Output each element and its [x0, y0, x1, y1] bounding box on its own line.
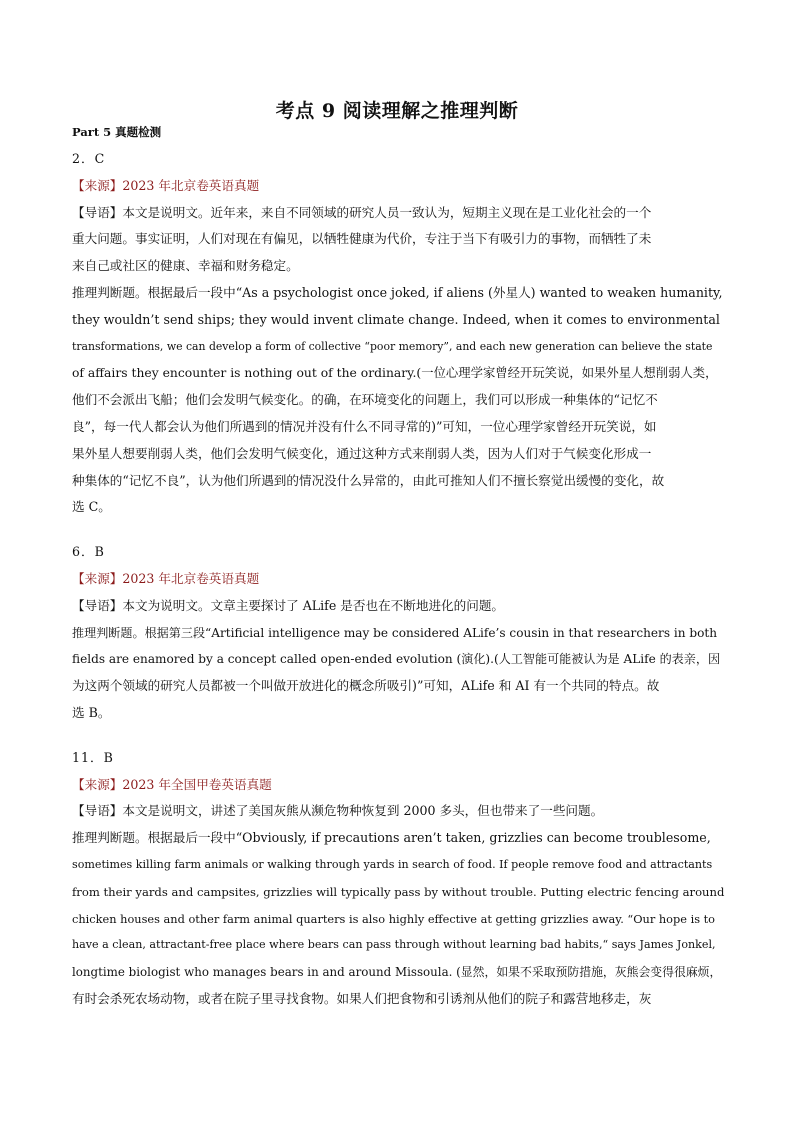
part-heading: Part 5 真题检测 — [72, 125, 162, 139]
text-line: 【导语】本文是说明文，讲述了美国灰熊从濒危物种恢复到 2000 多头，但也带来了一些问题。 — [72, 803, 604, 819]
text-line: 选 B。 — [72, 704, 111, 720]
text-line: 良”，每一代人都会认为他们所遇到的情况并没有什么不同寻常的)”可知，一位心理学家曾经开玩笑说，如 — [72, 418, 657, 434]
source-line: 【来源】2023 年北京卷英语真题 — [72, 570, 260, 586]
source-line: 【来源】2023 年全国甲卷英语真题 — [72, 776, 272, 792]
text-line: 推理判断题。根据最后一段中“Obviously, if precautions aren’t taken, grizzlies can become troublesome, — [72, 830, 711, 846]
question-section — [72, 745, 724, 1013]
text-line: from their yards and campsites, grizzlies will typically pass by without trouble. Putting electric fencing around — [72, 884, 725, 899]
text-line: 果外星人想要削弱人类，他们会发明气候变化，通过这种方式来削弱人类，因为人们对于气候变化形成一 — [72, 445, 652, 461]
question-number: 2．C — [72, 151, 106, 166]
text-line: transformations, we can develop a form of collective “poor memory”, and each new generation can believe the state — [72, 339, 713, 353]
document-body — [72, 146, 724, 1013]
question-section — [72, 146, 724, 521]
text-line: 推理判断题。根据最后一段中“As a psychologist once joked, if aliens (外星人) wanted to weaken humanity, — [72, 284, 723, 300]
question-section — [72, 539, 724, 727]
source-line: 【来源】2023 年北京卷英语真题 — [72, 177, 260, 193]
section-gap — [72, 521, 724, 539]
text-line: 他们不会派出飞船；他们会发明气候变化。的确，在环境变化的问题上，我们可以形成一种集体的“记忆不 — [72, 392, 658, 408]
text-line: 选 C。 — [72, 499, 111, 515]
text-line: have a clean, attractant-free place where bears can pass through without learning bad habits,“ says James Jonkel, — [72, 938, 716, 952]
question-number: 6．B — [72, 544, 105, 560]
text-line: fields are enamored by a concept called open-ended evolution (演化).(人工智能可能被认为是 ALife 的表亲，因 — [72, 652, 721, 667]
text-line: 【导语】本文是说明文。近年来，来自不同领域的研究人员一致认为，短期主义现在是工业化社会的一个 — [72, 204, 652, 220]
text-line: 种集体的“记忆不良”，认为他们所遇到的情况没什么异常的，由此可推知人们不擅长察觉出缓慢的变化，故 — [72, 472, 665, 488]
text-line: 【导语】本文为说明文。文章主要探讨了 ALife 是否也在不断地进化的问题。 — [72, 597, 505, 613]
text-line: chicken houses and other farm animal quarters is also highly effective at getting grizzlies away. “Our hope is to — [72, 911, 716, 926]
section-gap — [72, 727, 724, 745]
question-number: 11．B — [72, 749, 114, 765]
text-line: they wouldn’t send ships; they would invent climate change. Indeed, when it comes to environmental — [72, 311, 720, 327]
text-line: 重大问题。事实证明，人们对现在有偏见，以牺牲健康为代价，专注于当下有吸引力的事物，而牺牲了未 — [72, 231, 652, 247]
page-title: 考点 9 阅读理解之推理判断 — [275, 100, 519, 122]
text-line: 为这两个领域的研究人员都被一个叫做开放进化的概念所吸引)”可知，ALife 和 AI 有一个共同的特点。故 — [72, 678, 660, 694]
text-line: sometimes killing farm animals or walking through yards in search of food. If people remove food and attractants — [72, 857, 713, 871]
text-line: 有时会杀死农场动物，或者在院子里寻找食物。如果人们把食物和引诱剂从他们的院子和露营地移走，灰 — [72, 990, 652, 1006]
text-line: 推理判断题。根据第三段“Artificial intelligence may be considered ALife’s cousin in that researchers in both — [72, 625, 718, 640]
text-line: 来自己或社区的健康、幸福和财务稳定。 — [72, 258, 299, 274]
text-line: of affairs they encounter is nothing out of the ordinary.(一位心理学家曾经开玩笑说，如果外星人想削弱人类， — [72, 366, 718, 381]
text-line: longtime biologist who manages bears in and around Missoula. (显然，如果不采取预防措施，灰熊会变得很麻烦， — [72, 965, 722, 980]
